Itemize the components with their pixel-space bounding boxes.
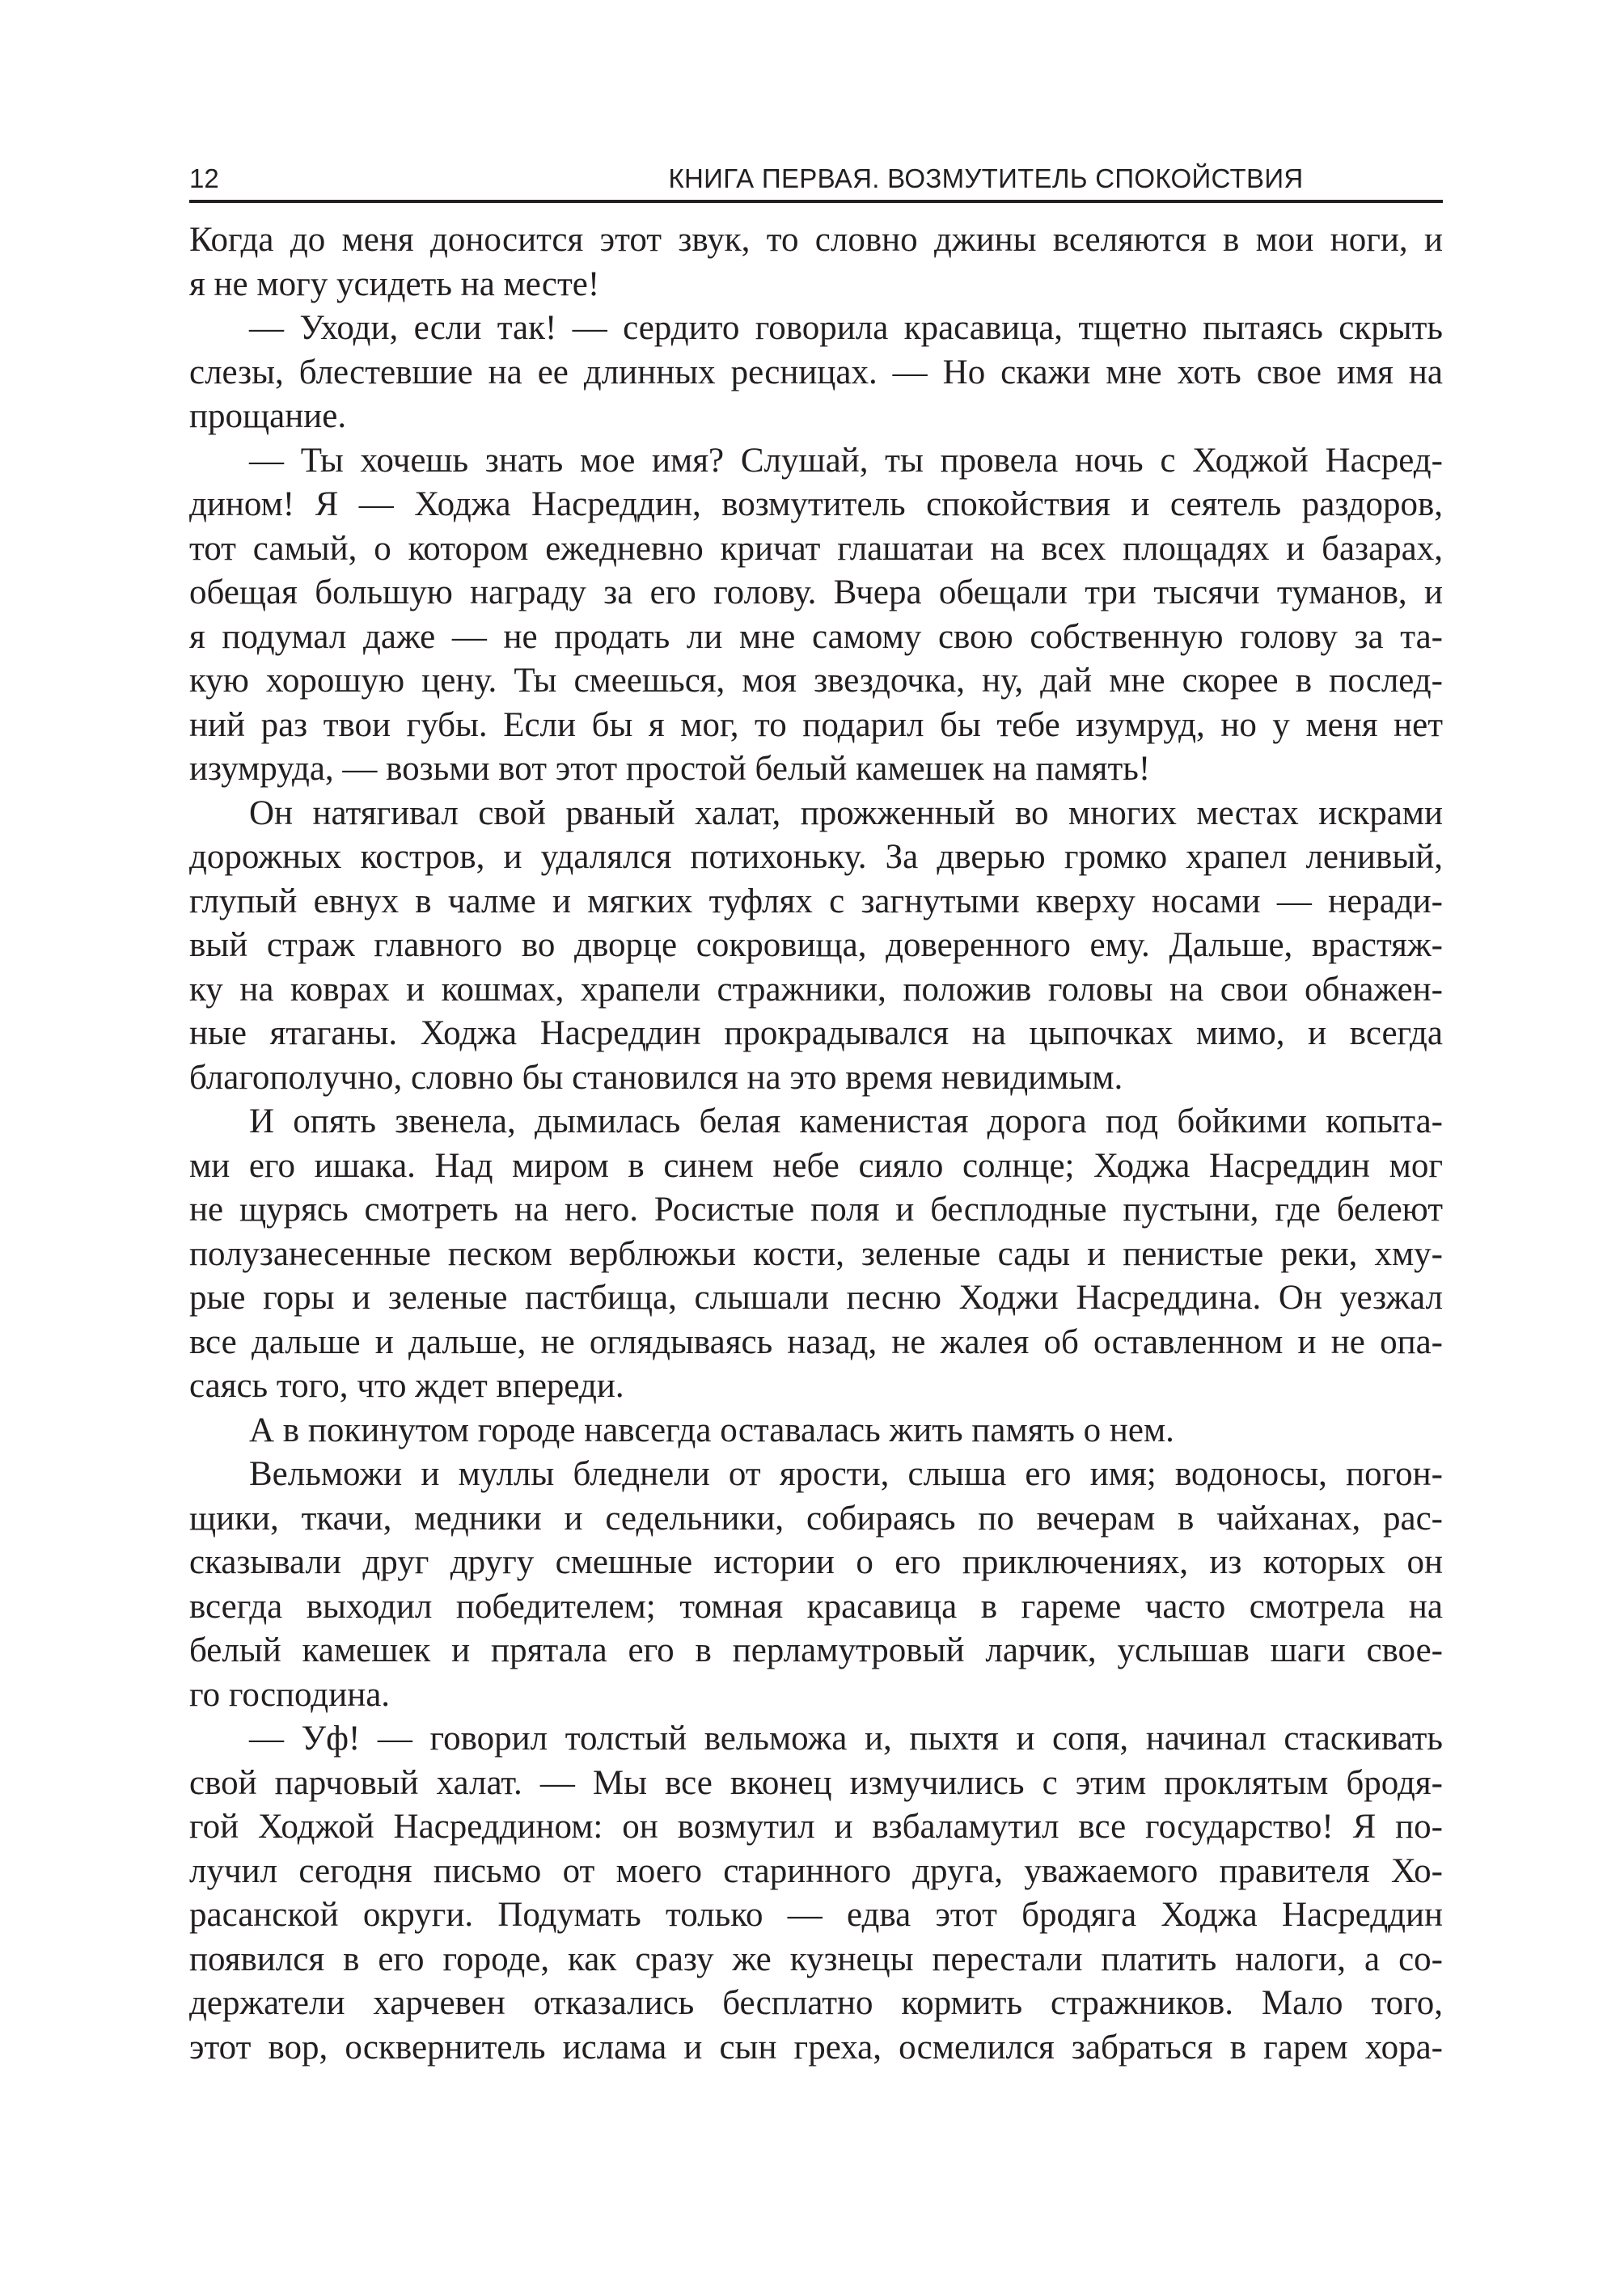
text-line: я подумал даже — не продать ли мне самому свою собственную голову за та-: [189, 617, 1443, 656]
text-line: — Ты хочешь знать мое имя? Слушай, ты провела ночь с Ходжой Насред-: [249, 441, 1443, 480]
text-line: расанской округи. Подумать только — едва этот бродяга Ходжа Насреддин: [189, 1896, 1443, 1934]
text-line: го господина.: [189, 1675, 391, 1714]
text-line: сказывали друг другу смешные истории о его приключениях, из которых он: [189, 1543, 1443, 1581]
text-line: ные ятаганы. Ходжа Насреддин прокрадывался на цыпочках мимо, и всегда: [189, 1014, 1443, 1052]
header-rule: [189, 200, 1443, 203]
text-line: рые горы и зеленые пастбища, слышали песню Ходжи Насреддина. Он уезжал: [189, 1279, 1443, 1317]
text-line: держатели харчевен отказались бесплатно кормить стражников. Мало того,: [189, 1984, 1443, 2022]
text-line: ми его ишака. Над миром в синем небе сияло солнце; Ходжа Насреддин мог: [189, 1146, 1443, 1185]
text-line: изумруда, — возьми вот этот простой белый камешек на память!: [189, 750, 1151, 788]
running-title: КНИГА ПЕРВАЯ. ВОЗМУТИТЕЛЬ СПОКОЙСТВИЯ: [668, 163, 1304, 193]
text-line: всегда выходил победителем; томная красавица в гареме часто смотрела на: [189, 1587, 1443, 1626]
running-head: [189, 159, 1443, 199]
text-line: благополучно, словно бы становился на это время невидимым.: [189, 1058, 1123, 1097]
text-line: дорожных костров, и удалялся потихоньку. За дверью громко храпел ленивый,: [189, 838, 1443, 876]
text-line: лучил сегодня письмо от моего старинного друга, уважаемого правителя Хо-: [189, 1851, 1443, 1890]
text-line: Вельможи и муллы бледнели от ярости, слыша его имя; водоносы, погон-: [249, 1455, 1443, 1493]
text-line: ний раз твои губы. Если бы я мог, то подарил бы тебе изумруд, но у меня нет: [189, 705, 1443, 744]
text-line: вый страж главного во дворце сокровища, доверенного ему. Дальше, врастяж-: [189, 926, 1443, 964]
text-line: дином! Я — Ходжа Насреддин, возмутитель спокойствия и сеятель раздоров,: [189, 485, 1443, 523]
body-text: [189, 218, 1443, 2070]
text-line: не щурясь смотреть на него. Росистые поля и бесплодные пустыни, где белеют: [189, 1191, 1443, 1229]
text-line: кую хорошую цену. Ты смеешься, моя звездочка, ну, дай мне скорее в послед-: [189, 662, 1443, 700]
text-line: Он натягивал свой рваный халат, прожженный во многих местах искрами: [249, 793, 1443, 832]
text-line: обещая большую награду за его голову. Вчера обещали три тысячи туманов, и: [189, 573, 1443, 611]
text-line: этот вор, осквернитель ислама и сын греха, осмелился забраться в гарем хора-: [189, 2028, 1443, 2067]
text-line: И опять звенела, дымилась белая каменистая дорога под бойкими копыта-: [249, 1102, 1443, 1140]
text-line: свой парчовый халат. — Мы все вконец измучились с этим проклятым бродя-: [189, 1763, 1443, 1802]
page-number: 12: [189, 163, 219, 193]
text-line: А в покинутом городе навсегда оставалась жить память о нем.: [249, 1411, 1174, 1449]
text-line: саясь того, что ждет впереди.: [189, 1367, 624, 1405]
text-line: тот самый, о котором ежедневно кричат глашатаи на всех площадях и базарах,: [189, 529, 1443, 568]
text-line: — Уходи, если так! — сердито говорила красавица, тщетно пытаясь скрыть: [249, 309, 1443, 347]
text-line: ку на коврах и кошмах, храпели стражники, положив головы на свои обнажен-: [189, 970, 1443, 1009]
text-line: Когда до меня доносится этот звук, то словно джины вселяются в мои ноги, и: [189, 221, 1443, 259]
text-line: все дальше и дальше, не оглядываясь назад, не жалея об оставленном и не опа-: [189, 1322, 1443, 1361]
text-line: прощание.: [189, 397, 347, 435]
text-line: полузанесенные песком верблюжьи кости, зеленые сады и пенистые реки, хму-: [189, 1234, 1443, 1273]
text-line: щики, ткачи, медники и седельники, собираясь по вечерам в чайханах, рас-: [189, 1499, 1443, 1538]
text-line: я не могу усидеть на месте!: [189, 264, 600, 303]
text-line: белый камешек и прятала его в перламутровый ларчик, услышав шаги свое-: [189, 1631, 1443, 1669]
text-line: глупый евнух в чалме и мягких туфлях с загнутыми кверху носами — неради-: [189, 882, 1443, 920]
text-line: гой Ходжой Насреддином: он возмутил и взбаламутил все государство! Я по-: [189, 1808, 1443, 1846]
text-line: слезы, блестевшие на ее длинных ресницах. — Но скажи мне хоть свое имя на: [189, 353, 1443, 391]
text-line: появился в его городе, как сразу же кузнецы перестали платить налоги, а со-: [189, 1940, 1443, 1978]
text-line: — Уф! — говорил толстый вельможа и, пыхтя и сопя, начинал стаскивать: [249, 1720, 1443, 1758]
